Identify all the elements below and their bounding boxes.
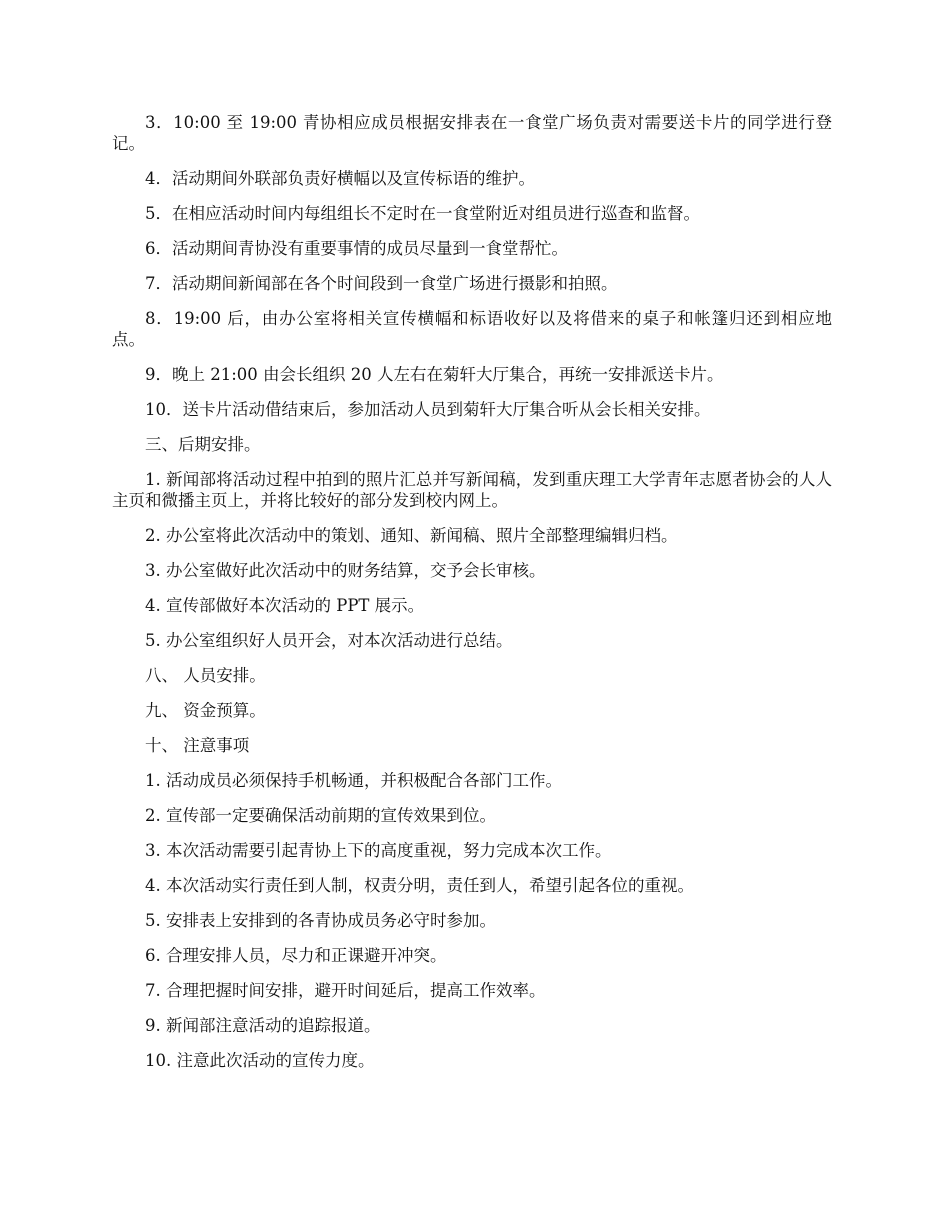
paragraph: 2. 办公室将此次活动中的策划、通知、新闻稿、照片全部整理编辑归档。 bbox=[145, 526, 678, 545]
paragraph: 10. 注意此次活动的宣传力度。 bbox=[145, 1051, 375, 1070]
paragraph: 7. 合理把握时间安排，避开时间延后，提高工作效率。 bbox=[145, 981, 546, 1000]
section-heading: 十、 注意事项 bbox=[145, 736, 250, 755]
paragraph: 5. 安排表上安排到的各青协成员务必守时参加。 bbox=[145, 911, 496, 930]
paragraph: 2. 宣传部一定要确保活动前期的宣传效果到位。 bbox=[145, 806, 496, 825]
paragraph: 3．10:00 至 19:00 青协相应成员根据安排表在一食堂广场负责对需要送卡片的同学进行登记。 bbox=[112, 113, 832, 153]
paragraph: 7．活动期间新闻部在各个时间段到一食堂广场进行摄影和拍照。 bbox=[145, 274, 618, 293]
paragraph: 4．活动期间外联部负责好横幅以及宣传标语的维护。 bbox=[145, 169, 535, 188]
paragraph: 6．活动期间青协没有重要事情的成员尽量到一食堂帮忙。 bbox=[145, 239, 568, 258]
section-heading: 八、 人员安排。 bbox=[145, 666, 266, 685]
section-heading: 九、 资金预算。 bbox=[145, 701, 266, 720]
paragraph: 9. 新闻部注意活动的追踪报道。 bbox=[145, 1016, 381, 1035]
paragraph: 9．晚上 21:00 由会长组织 20 人左右在菊轩大厅集合，再统一安排派送卡片。 bbox=[145, 365, 724, 384]
paragraph: 4. 本次活动实行责任到人制，权责分明，责任到人，希望引起各位的重视。 bbox=[145, 876, 694, 895]
document-body bbox=[112, 112, 832, 1085]
paragraph: 3. 本次活动需要引起青协上下的高度重视，努力完成本次工作。 bbox=[145, 841, 612, 860]
paragraph: 5. 办公室组织好人员开会，对本次活动进行总结。 bbox=[145, 631, 513, 650]
paragraph: 4. 宣传部做好本次活动的 PPT 展示。 bbox=[145, 596, 425, 615]
paragraph: 1. 新闻部将活动过程中拍到的照片汇总并写新闻稿，发到重庆理工大学青年志愿者协会的人人主页和微播主页上，并将比较好的部分发到校内网上。 bbox=[112, 470, 832, 510]
paragraph: 8．19:00 后，由办公室将相关宣传横幅和标语收好以及将借来的桌子和帐篷归还到相应地点。 bbox=[112, 309, 832, 349]
paragraph: 5．在相应活动时间内每组组长不定时在一食堂附近对组员进行巡查和监督。 bbox=[145, 204, 700, 223]
paragraph: 1. 活动成员必须保持手机畅通，并积极配合各部门工作。 bbox=[145, 771, 562, 790]
paragraph: 3. 办公室做好此次活动中的财务结算，交予会长审核。 bbox=[145, 561, 546, 580]
paragraph: 6. 合理安排人员，尽力和正课避开冲突。 bbox=[145, 946, 447, 965]
section-heading: 三、后期安排。 bbox=[145, 435, 261, 454]
paragraph: 10．送卡片活动借结束后，参加活动人员到菊轩大厅集合听从会长相关安排。 bbox=[145, 400, 711, 419]
